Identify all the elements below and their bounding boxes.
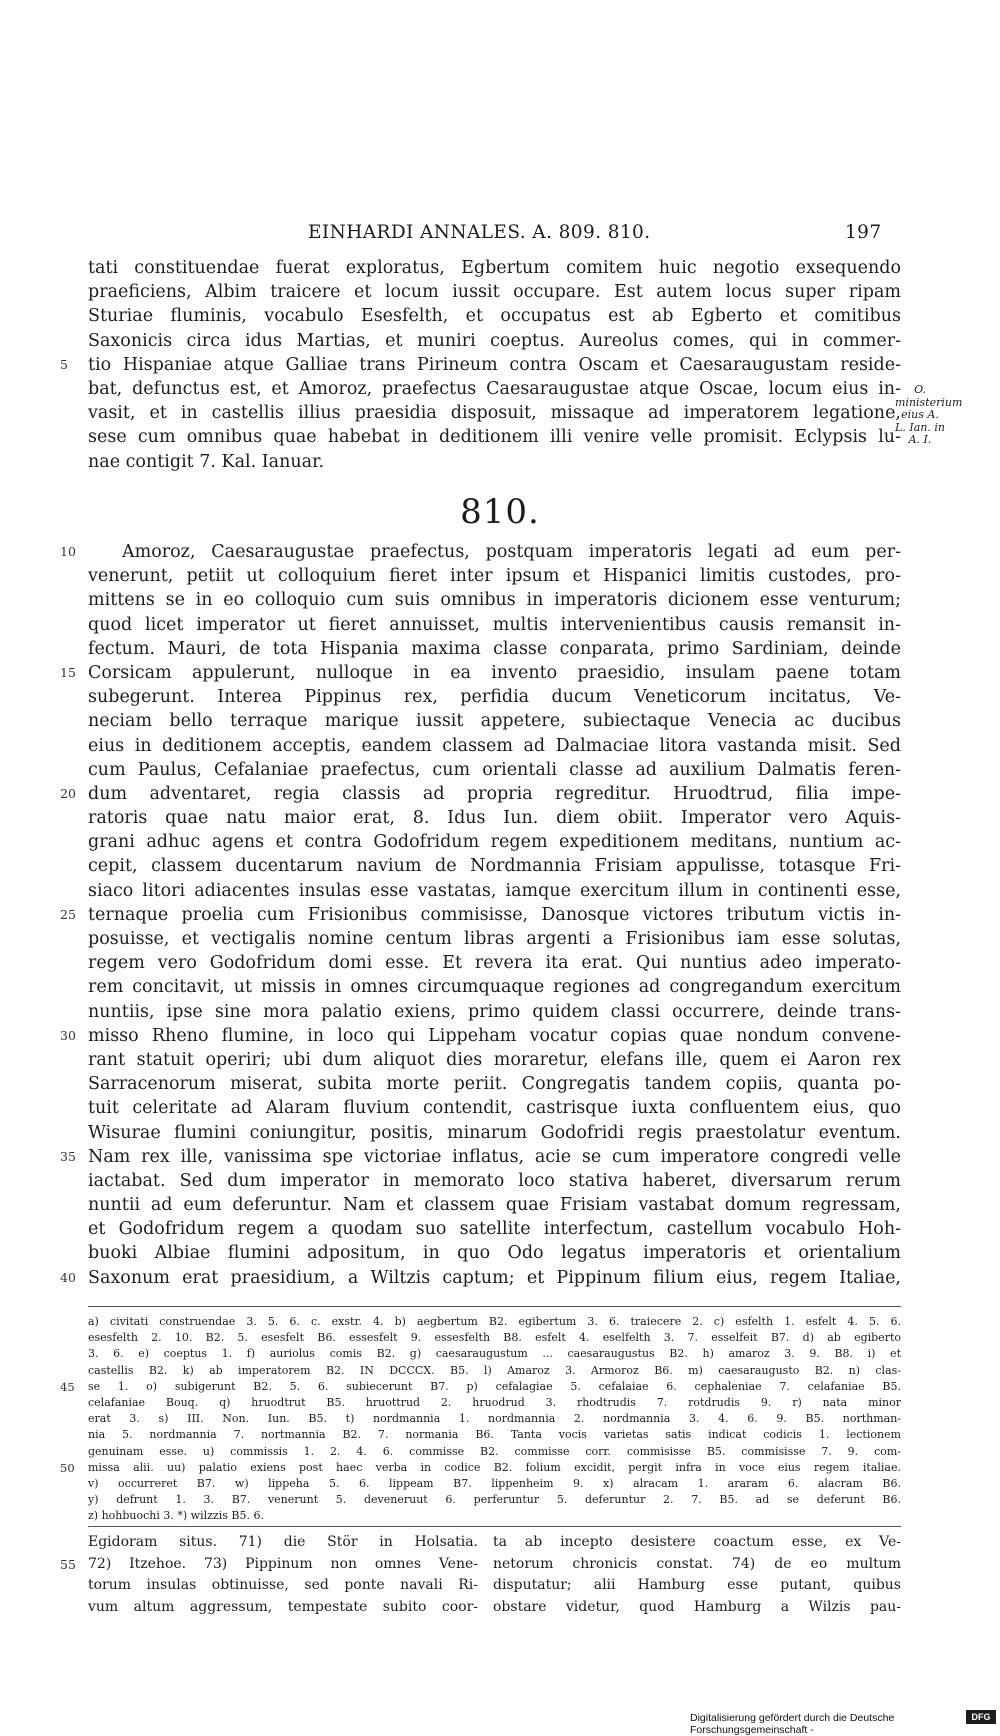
page-number: 197: [845, 222, 882, 243]
paragraph-809: [60, 256, 901, 474]
text-line: iactabat. Sed dum imperator in memorato loco stativa haberet, diversarum rerum: [88, 1170, 901, 1191]
line-number: 10: [60, 544, 76, 559]
digitization-credit: Digitalisierung gefördert durch die Deutsche Forschungsgemeinschaft -: [690, 1712, 895, 1736]
text-line: rem concitavit, ut missis in omnes circumquaque regiones ad congregandum exercitum: [88, 977, 901, 998]
text-line: et Godofridum regem a quodam suo satellite interfectum, castellum vocabulo Hoh-: [88, 1219, 901, 1240]
apparatus-line: missa alii. uu) palatio exiens post haec verba in codice B2. folium excidit, pergit infra in voce eius regem italiae.: [88, 1460, 901, 1474]
year-heading: 810.: [460, 492, 540, 532]
footnote-line: vum altum aggressum, tempestate subito coor-: [88, 1598, 478, 1615]
text-line: sese cum omnibus quae habebat in deditionem illi venire velle promisit. Eclypsis lu-: [88, 427, 901, 448]
apparatus-line: celafaniae Bouq. q) hruodtrut B5. hruottrud 2. hruodrud 3. rhodtrudis 7. rotdrudis 9. r) nata minor: [88, 1395, 901, 1409]
text-line: regem vero Godofridum domi esse. Et revera ita erat. Qui nuntius adeo imperato-: [88, 953, 901, 974]
text-line: grani adhuc agens et contra Godofridum regem expeditionem meditans, nuntium ac-: [88, 832, 901, 853]
footnote-line: 72) Itzehoe. 73) Pippinum non omnes Vene-: [88, 1555, 478, 1572]
footnote-line: disputatur; alii Hamburg esse putant, quibus: [493, 1577, 901, 1593]
footnotes-right-column: [493, 1532, 901, 1618]
text-line: Wisurae flumini coniungitur, positis, minarum Godofridi regis praestolatur eventum.: [88, 1122, 901, 1143]
line-number: 35: [60, 1149, 76, 1164]
text-line: tati constituendae fuerat exploratus, Egbertum comitem huic negotio exsequendo: [88, 258, 901, 278]
line-number: 50: [60, 1460, 75, 1475]
footnote-line: ta ab incepto desistere coactum esse, ex Ve-: [493, 1534, 901, 1550]
text-line: cepit, classem ducentarum navium de Nordmannia Frisiam appulisse, totasque Fri-: [88, 856, 901, 877]
text-line: misso Rheno flumine, in loco qui Lippeham vocatur copias quae nondum convene-: [88, 1025, 901, 1046]
text-line: Sarracenorum miserat, subita morte periit. Congregatis tandem copiis, quanta po-: [88, 1074, 901, 1095]
text-line: Amoroz, Caesaraugustae praefectus, postquam imperatoris legati ad eum per-: [122, 542, 901, 562]
text-line: tio Hispaniae atque Galliae trans Pirineum contra Oscam et Caesaraugustam reside-: [88, 354, 901, 375]
line-number: 40: [60, 1270, 76, 1285]
line-number: 55: [60, 1556, 76, 1572]
text-line: praeficiens, Albim traicere et locum iussit occupare. Est autem locus super ripam: [88, 282, 901, 303]
apparatus-line: z) hohbuochi 3. *) wilzzis B5. 6.: [88, 1509, 264, 1523]
line-number: 20: [60, 786, 76, 801]
apparatus-line: nia 5. nordmannia 7. nortmannia B2. 7. normania B6. Tanta vocis varietas satis indicat codicis 1. lectionem: [88, 1428, 901, 1442]
text-line: posuisse, et vectigalis nomine centum libras argenti a Frisionibus iam esse solutas,: [88, 929, 901, 949]
text-line: bat, defunctus est, et Amoroz, praefectus Caesaraugustae atque Oscae, locum eius in-: [88, 378, 901, 399]
text-line: Saxonum erat praesidium, a Wiltzis captum; et Pippinum filium eius, regem Italiae,: [88, 1267, 901, 1288]
text-line: siaco litori adiacentes insulas esse vastatas, iamque exercitum illum in continenti esse,: [88, 880, 901, 901]
line-number: 5: [60, 356, 68, 372]
text-line: dum adventaret, regia classis ad propria regreditur. Hruodtrud, filia impe-: [88, 783, 901, 804]
line-number: 25: [60, 907, 76, 922]
apparatus-line: 3. 6. e) coeptus 1. f) auriolus comis B2. g) caesaraugustum ... caesaraugustus B2. h) amaroz 3. 9. B8. i) et: [88, 1347, 901, 1361]
apparatus-line: castellis B2. k) ab imperatorem B2. IN DCCCX. B5. l) Amaroz 3. Armoroz B6. m) caesaraugusto B2. n) clas-: [88, 1363, 901, 1377]
text-line: subegerunt. Interea Pippinus rex, perfidia ducum Veneticorum incitatus, Ve-: [88, 687, 901, 708]
text-line: nae contigit 7. Kal. Ianuar.: [88, 451, 325, 472]
apparatus-line: esesfelth 2. 10. B2. 5. esesfelt B6. essesfelt 9. essesfelth B8. esfelt 4. eselfelth 3. 7. esselfeit B7. d) ab egiberto: [88, 1331, 901, 1345]
text-line: tuit celeritate ad Alaram fluvium contendit, castrisque iuxta confluentem eius, quo: [88, 1098, 901, 1119]
text-line: fectum. Mauri, de tota Hispania maxima classe conparata, primo Sardiniam, deinde: [88, 638, 901, 659]
running-head: [0, 222, 1000, 252]
text-line: buoki Albiae flumini adpositum, in quo Odo legatus imperatoris et orientalium: [88, 1243, 901, 1264]
apparatus-line: se 1. o) subigerunt B2. 5. 6. subiecerunt B7. p) cefalagiae 5. cefalaiae 6. cephaleniae 7. celafaniae B5.: [88, 1379, 901, 1393]
line-number: 15: [60, 665, 76, 680]
apparatus-rule: [88, 1306, 901, 1307]
text-line: mittens se in eo colloquio cum suis omnibus in imperatoris dicionem esse venturum;: [88, 590, 901, 611]
dfg-logo: DFG: [966, 1710, 996, 1724]
apparatus-line: genuinam esse. u) commissis 1. 2. 4. 6. commisse B2. commisse corr. commisisse B5. commisisse 7. 9. com-: [88, 1444, 901, 1458]
text-line: Nam rex ille, vanissima spe victoriae inflatus, acie se cum imperatore congredi velle: [88, 1146, 901, 1167]
text-line: Corsicam appulerunt, nulloque in ea invento praesidio, insulam paene totam: [88, 662, 901, 683]
text-line: cum Paulus, Cefalaniae praefectus, cum orientali classe ad auxilium Dalmatis feren-: [88, 759, 901, 780]
text-line: ratoris quae natu maior erat, 8. Idus Iun. diem obiit. Imperator vero Aquis-: [88, 808, 901, 829]
text-line: nuntiis, ipse sine mora palatio exiens, primo quidem classi occurrere, deinde trans-: [88, 1001, 901, 1022]
line-number: 45: [60, 1379, 75, 1394]
margin-note: O. ministerium eius A. L. Ian. in A. I.: [895, 383, 963, 446]
text-line: Sturiae fluminis, vocabulo Esesfelth, et occupatus est ab Egberto et comitibus: [88, 306, 901, 327]
paragraph-810: [60, 540, 901, 1290]
text-line: venerunt, petiit ut colloquium fieret inter ipsum et Hispanici limitis custodes, pro-: [88, 566, 901, 587]
line-number: 30: [60, 1028, 76, 1043]
text-line: quod licet imperator ut fieret annuisset, multis intervenientibus causis remansit in-: [88, 614, 901, 635]
footnote-line: torum insulas obtinuisse, sed ponte navali Ri-: [88, 1577, 478, 1593]
footnotes-left-column: [60, 1532, 478, 1618]
text-line: neciam bello terraque marique iussit appetere, subiectaque Venecia ac ducibus: [88, 711, 901, 732]
text-line: vasit, et in castellis illius praesidia disposuit, missaque ad imperatorem legatione,: [88, 403, 901, 424]
footnote-line: obstare videtur, quod Hamburg a Wilzis pau-: [493, 1598, 901, 1615]
critical-apparatus: [60, 1314, 901, 1524]
apparatus-line: erat 3. s) III. Non. Iun. B5. t) nordmannia 1. nordmannia 2. nordmannia 3. 4. 6. 9. B5. northman-: [88, 1412, 901, 1426]
text-line: ternaque proelia cum Frisionibus commisisse, Danosque victores tributum victis in-: [88, 904, 901, 925]
notes-rule: [88, 1526, 901, 1527]
footnote-line: netorum chronicis constat. 74) de eo multum: [493, 1555, 901, 1572]
apparatus-line: v) occurreret B7. w) lippeha 5. 6. lippeam B7. lippenheim 9. x) alracam 1. araram 6. alacram B6.: [88, 1476, 901, 1490]
footnote-line: Egidoram situs. 71) die Stör in Holsatia.: [88, 1534, 478, 1550]
apparatus-line: a) civitati construendae 3. 5. 6. c. exstr. 4. b) aegbertum B2. egibertum 3. 6. traiecere 2. c) esfelth 1. esfelt 4. 5. 6.: [88, 1315, 901, 1328]
text-line: nuntii ad eum deferuntur. Nam et classem quae Frisiam vastabat domum regressam,: [88, 1195, 901, 1216]
running-head-title: EINHARDI ANNALES. A. 809. 810.: [308, 222, 651, 243]
text-line: rant statuit operiri; ubi dum aliquot dies moraretur, elefans ille, quem ei Aaron rex: [88, 1049, 901, 1070]
text-line: eius in deditionem acceptis, eandem classem ad Dalmaciae litora vastanda misit. Sed: [88, 735, 901, 756]
apparatus-line: y) defrunt 1. 3. B7. venerunt 5. deveneruut 6. perferuntur 5. deferuntur 2. 7. B5. ad se deferunt B6.: [88, 1493, 901, 1507]
text-line: Saxonicis circa idus Martias, et muniri coeptus. Aureolus comes, qui in commer-: [88, 330, 901, 351]
